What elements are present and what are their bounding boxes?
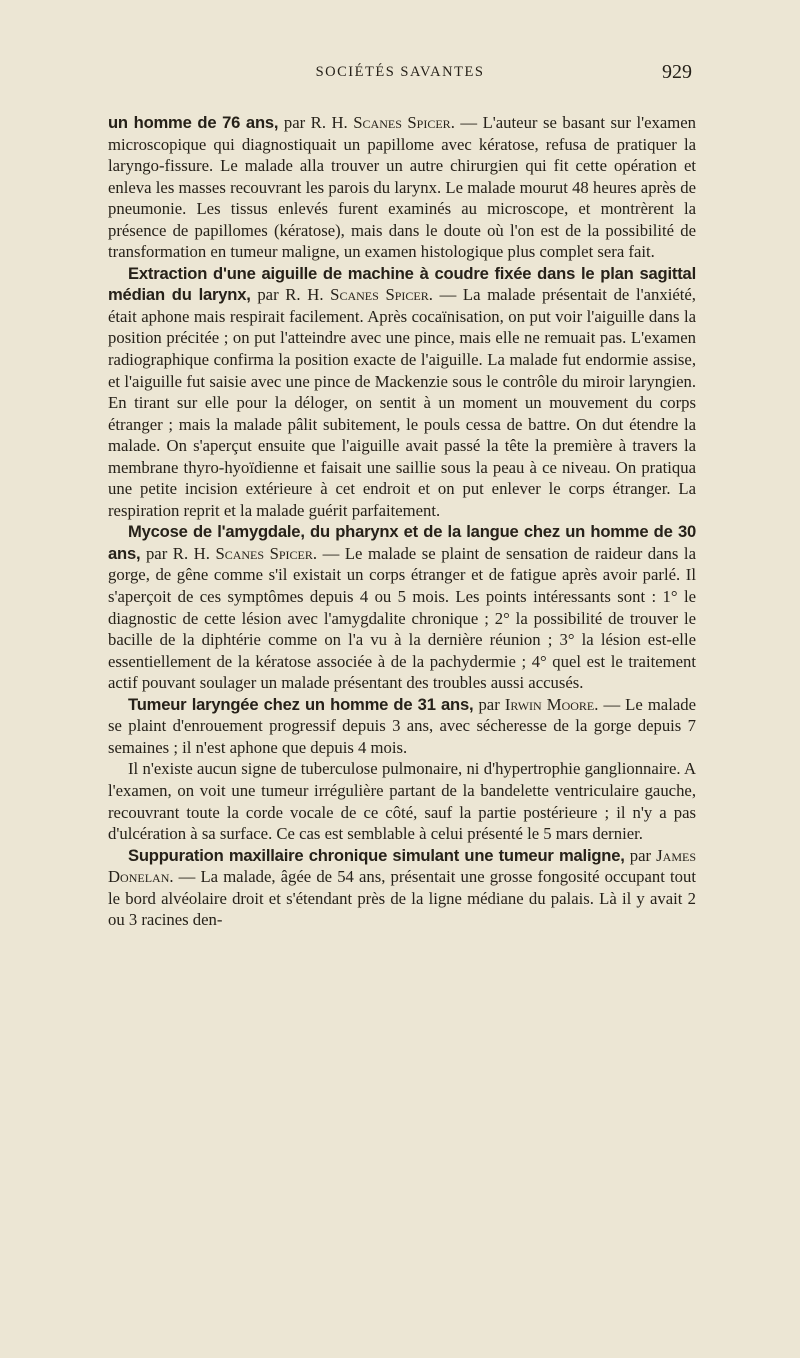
page-number: 929	[662, 61, 692, 83]
page-header	[0, 61, 800, 88]
author-name: Scanes Spicer	[215, 543, 313, 563]
author-name: Irwin Moore	[504, 694, 595, 714]
byline-prefix: par R. H.	[140, 543, 216, 563]
paragraph	[108, 521, 696, 693]
running-title: SOCIÉTÉS SAVANTES	[315, 64, 485, 80]
paragraph	[108, 112, 696, 263]
byline-prefix: par R. H.	[250, 285, 331, 305]
author-name: Scanes Spicer	[330, 285, 429, 305]
section-heading: Tumeur laryngée chez un homme de 31 ans,	[128, 694, 474, 714]
paragraph	[108, 845, 696, 931]
byline-prefix: par	[473, 694, 505, 714]
paragraph-text: . — Le malade se plaint de sensation de raideur dans la gorge, de gêne comme s'il existait un corps étranger et de fatigue après avoir parlé. Il s'aperçoit de ces symptômes depuis 4 ou 5 mois. Les points intéressants sont : 1° le diagnostic de cette lésion avec l'amygdalite chronique ; 2° la possibilité de trouver le bacille de la diphtérie comme on l'a vu à la dernière réunion ; 3° la lésion est-elle essentiellement de la kératose associée à de la pachydermie ; 4° quel est le traitement actif pouvant soulager un malade présentant des troubles aussi accusés.	[108, 543, 696, 693]
paragraph-text: . — La malade présentait de l'anxiété, était aphone mais respirait facilement. Après cocaïnisation, on put voir l'aiguille dans la position précitée ; on put l'atteindre avec une pince, mais elle ne remuait pas. L'examen radiographique confirma la position exacte de l'aiguille. La malade fut endormie assise, et l'aiguille fut saisie avec une pince de Mackenzie sous le contrôle du miroir laryngien. En tirant sur elle pour la déloger, on sentit à un moment un mouvement du corps étranger ; mais la malade pâlit subitement, le pouls cessa de battre. On dut étendre la malade. On s'aperçut ensuite que l'aiguille avait passé la tête la première à travers la membrane thyro-hyoïdienne et faisait une saillie sous la peau à ce niveau. On pratiqua une petite incision extérieure à cet endroit et on put enlever le corps étranger. La respiration reprit et la malade guérit parfaitement.	[108, 285, 696, 520]
paragraph-text: . — L'auteur se basant sur l'examen microscopique qui diagnostiquait un papillome avec kératose, refusa de pratiquer la laryngo-fissure. Le malade alla trouver un autre chirurgien qui fit cette opération et enleva les masses recouvrant les parois du larynx. Le malade mourut 48 heures après de pneumonie. Les tissus enlevés furent examinés au microscope, et montrèrent la présence de papillomes (kératose), mais dans le doute où l'on est de la possibilité de transformation en tumeur maligne, un examen histologique plus complet sera fait.	[108, 113, 696, 262]
section-heading: Mycose de l'amygdale, du pharynx et de la langue chez un homme de 30 ans,	[108, 522, 696, 563]
byline-prefix: par	[624, 845, 657, 865]
body-text	[108, 112, 696, 931]
paragraph-text: . — La malade, âgée de 54 ans, présentait une grosse fongosité occupant tout le bord alvéolaire droit et s'étendant près de la ligne médiane du palais. Là il y avait 2 ou 3 racines den-	[108, 867, 696, 930]
byline-prefix: par R. H.	[278, 113, 354, 132]
paragraph-text: . — Le malade se plaint d'enrouement progressif depuis 3 ans, avec sécheresse de la gorge depuis 7 semaines ; il n'est aphone que depuis 4 mois.	[108, 694, 697, 757]
section-heading: un homme de 76 ans,	[108, 113, 279, 132]
paragraph-text: Il n'existe aucun signe de tuberculose pulmonaire, ni d'hypertrophie ganglionnaire. A l'examen, on voit une tumeur irrégulière partant de la bandelette ventriculaire gauche, recouvrant toute la corde vocale de ce côté, sauf la partie postérieure ; il n'y a pas d'ulcération à sa surface. Ce cas est semblable à celui présenté le 5 mars dernier.	[108, 759, 696, 844]
section-heading: Suppuration maxillaire chronique simulant une tumeur maligne,	[128, 845, 625, 865]
paragraph	[108, 694, 696, 759]
paragraph	[108, 758, 696, 844]
author-name: Scanes Spicer	[353, 113, 451, 132]
paragraph	[108, 263, 696, 522]
section-heading: Extraction d'une aiguille de machine à coudre fixée dans le plan sagittal médian du larynx,	[108, 263, 696, 305]
author-name: James Donelan	[108, 845, 696, 887]
